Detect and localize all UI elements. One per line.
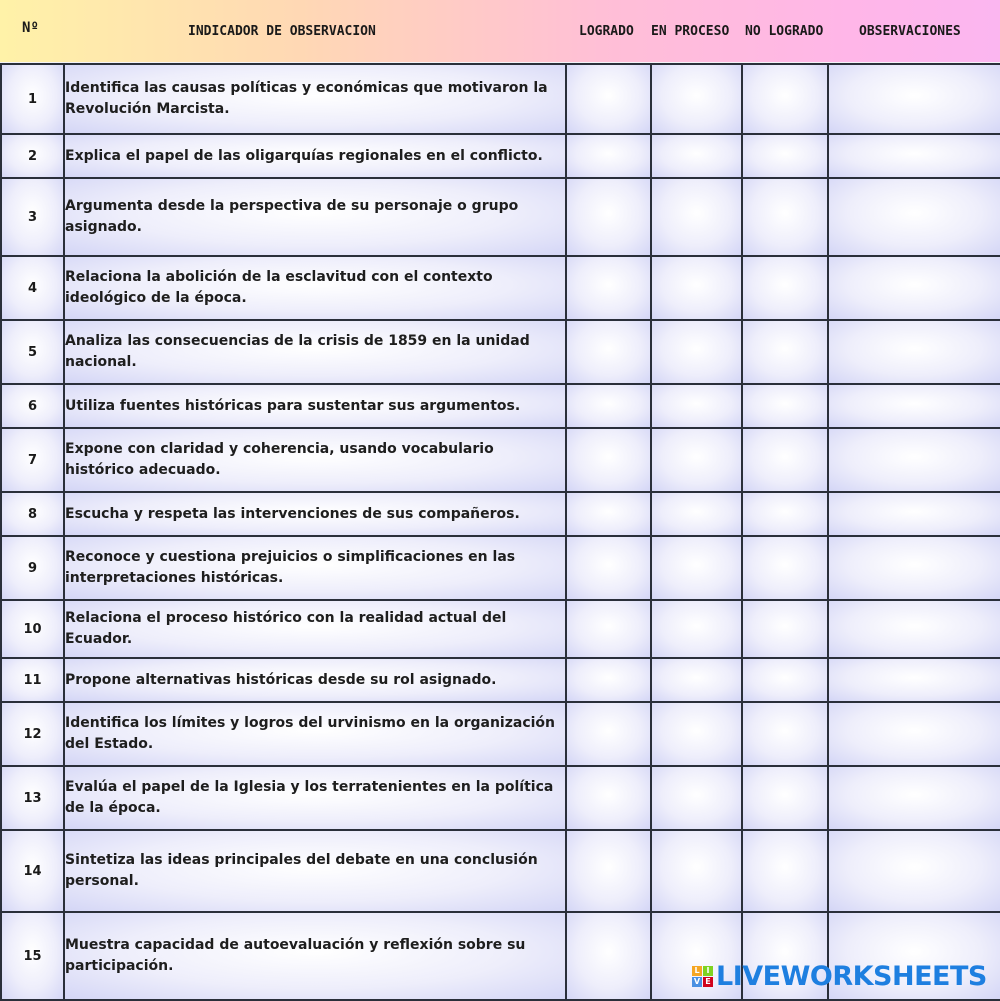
achieved-cell[interactable] [566, 256, 651, 320]
achieved-cell[interactable] [566, 134, 651, 178]
observations-cell[interactable] [828, 428, 1000, 492]
table-header [0, 0, 1000, 62]
header-observations: OBSERVACIONES [859, 24, 961, 39]
header-achieved: LOGRADO [579, 24, 634, 39]
table-row [1, 536, 1000, 600]
not-achieved-cell[interactable] [742, 658, 828, 702]
achieved-cell[interactable] [566, 766, 651, 830]
header-in-process: EN PROCESO [651, 24, 730, 39]
brand-name: LIVEWORKSHEETS [716, 960, 987, 992]
header-not-achieved: NO LOGRADO [745, 24, 824, 39]
observations-cell[interactable] [828, 320, 1000, 384]
indicator-text: Muestra capacidad de autoevaluación y reflexión sobre su participación. [64, 912, 566, 1000]
liveworksheets-brand [692, 960, 987, 992]
achieved-cell[interactable] [566, 830, 651, 912]
achieved-cell[interactable] [566, 320, 651, 384]
row-number: 12 [1, 702, 64, 766]
row-number: 5 [1, 320, 64, 384]
observations-cell[interactable] [828, 600, 1000, 658]
observations-cell[interactable] [828, 134, 1000, 178]
not-achieved-cell[interactable] [742, 536, 828, 600]
table-row [1, 492, 1000, 536]
logo-letter: L [692, 966, 702, 976]
in-process-cell[interactable] [651, 600, 742, 658]
not-achieved-cell[interactable] [742, 702, 828, 766]
indicator-text: Expone con claridad y coherencia, usando vocabulario histórico adecuado. [64, 428, 566, 492]
table-row [1, 702, 1000, 766]
row-number: 3 [1, 178, 64, 256]
row-number: 10 [1, 600, 64, 658]
indicator-text: Identifica los límites y logros del urvinismo en la organización del Estado. [64, 702, 566, 766]
table-row [1, 830, 1000, 912]
row-number: 9 [1, 536, 64, 600]
row-number: 8 [1, 492, 64, 536]
row-number: 14 [1, 830, 64, 912]
table-row [1, 256, 1000, 320]
indicator-text: Explica el papel de las oligarquías regionales en el conflicto. [64, 134, 566, 178]
indicator-text: Evalúa el papel de la Iglesia y los terratenientes en la política de la época. [64, 766, 566, 830]
row-number: 13 [1, 766, 64, 830]
table-row [1, 64, 1000, 134]
logo-letter: E [703, 977, 713, 987]
not-achieved-cell[interactable] [742, 64, 828, 134]
row-number: 2 [1, 134, 64, 178]
not-achieved-cell[interactable] [742, 766, 828, 830]
table-row [1, 766, 1000, 830]
in-process-cell[interactable] [651, 658, 742, 702]
logo-letter: V [693, 976, 701, 986]
achieved-cell[interactable] [566, 536, 651, 600]
not-achieved-cell[interactable] [742, 492, 828, 536]
not-achieved-cell[interactable] [742, 320, 828, 384]
in-process-cell[interactable] [651, 64, 742, 134]
table-row [1, 320, 1000, 384]
header-indicator: INDICADOR DE OBSERVACION [188, 24, 376, 39]
not-achieved-cell[interactable] [742, 428, 828, 492]
achieved-cell[interactable] [566, 702, 651, 766]
table-row [1, 134, 1000, 178]
observations-cell[interactable] [828, 178, 1000, 256]
indicator-text: Utiliza fuentes históricas para sustentar sus argumentos. [64, 384, 566, 428]
logo-letter: I [703, 966, 713, 976]
row-number: 7 [1, 428, 64, 492]
indicator-text: Sintetiza las ideas principales del debate en una conclusión personal. [64, 830, 566, 912]
in-process-cell[interactable] [651, 256, 742, 320]
table-row [1, 600, 1000, 658]
indicator-text: Relaciona la abolición de la esclavitud con el contexto ideológico de la época. [64, 256, 566, 320]
observations-cell[interactable] [828, 64, 1000, 134]
table-row [1, 178, 1000, 256]
indicator-text: Propone alternativas históricas desde su rol asignado. [64, 658, 566, 702]
in-process-cell[interactable] [651, 492, 742, 536]
indicator-text: Identifica las causas políticas y económicas que motivaron la Revolución Marcista. [64, 64, 566, 134]
achieved-cell[interactable] [566, 912, 651, 1000]
achieved-cell[interactable] [566, 178, 651, 256]
row-number: 6 [1, 384, 64, 428]
observations-cell[interactable] [828, 830, 1000, 912]
row-number: 1 [1, 64, 64, 134]
observations-cell[interactable] [828, 492, 1000, 536]
observations-cell[interactable] [828, 766, 1000, 830]
table-row [1, 428, 1000, 492]
indicator-text: Escucha y respeta las intervenciones de sus compañeros. [64, 492, 566, 536]
table-row [1, 384, 1000, 428]
observations-cell[interactable] [828, 658, 1000, 702]
liveworksheets-logo-icon [692, 966, 713, 987]
not-achieved-cell[interactable] [742, 830, 828, 912]
in-process-cell[interactable] [651, 766, 742, 830]
header-number: Nº [22, 20, 39, 36]
table-row [1, 658, 1000, 702]
in-process-cell[interactable] [651, 384, 742, 428]
not-achieved-cell[interactable] [742, 178, 828, 256]
observations-cell[interactable] [828, 536, 1000, 600]
in-process-cell[interactable] [651, 536, 742, 600]
in-process-cell[interactable] [651, 830, 742, 912]
indicator-text: Reconoce y cuestiona prejuicios o simplificaciones en las interpretaciones históricas. [64, 536, 566, 600]
achieved-cell[interactable] [566, 658, 651, 702]
indicator-text: Analiza las consecuencias de la crisis de 1859 en la unidad nacional. [64, 320, 566, 384]
in-process-cell[interactable] [651, 320, 742, 384]
row-number: 11 [1, 658, 64, 702]
observations-cell[interactable] [828, 384, 1000, 428]
achieved-cell[interactable] [566, 492, 651, 536]
achieved-cell[interactable] [566, 384, 651, 428]
achieved-cell[interactable] [566, 428, 651, 492]
row-number: 4 [1, 256, 64, 320]
observation-table [0, 63, 1000, 1001]
observations-cell[interactable] [828, 256, 1000, 320]
not-achieved-cell[interactable] [742, 384, 828, 428]
not-achieved-cell[interactable] [742, 256, 828, 320]
in-process-cell[interactable] [651, 428, 742, 492]
achieved-cell[interactable] [566, 64, 651, 134]
achieved-cell[interactable] [566, 600, 651, 658]
in-process-cell[interactable] [651, 702, 742, 766]
not-achieved-cell[interactable] [742, 134, 828, 178]
observations-cell[interactable] [828, 702, 1000, 766]
in-process-cell[interactable] [651, 178, 742, 256]
indicator-text: Relaciona el proceso histórico con la realidad actual del Ecuador. [64, 600, 566, 658]
indicator-text: Argumenta desde la perspectiva de su personaje o grupo asignado. [64, 178, 566, 256]
in-process-cell[interactable] [651, 134, 742, 178]
not-achieved-cell[interactable] [742, 600, 828, 658]
row-number: 15 [1, 912, 64, 1000]
